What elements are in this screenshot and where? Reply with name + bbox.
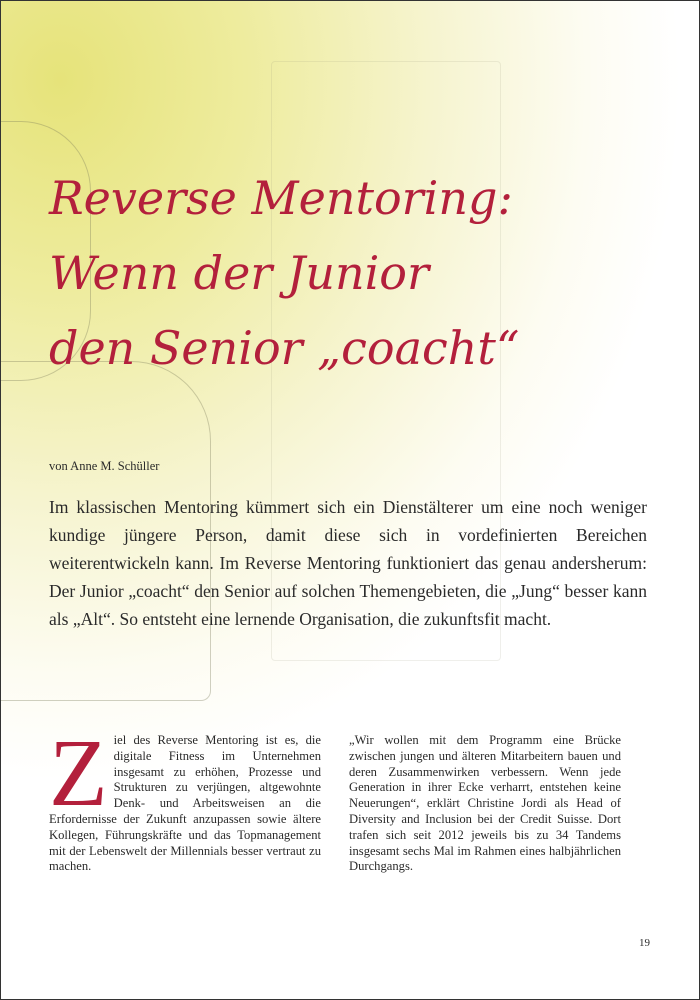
body-column-right: „Wir wollen mit dem Programm eine Brücke zwischen jungen und älteren Mitarbeitern bauen und deren Zusammenwirken verbessern. Wenn jede Generation in ihrer Ecke verharrt, entstehen keine Neuerungen“, erklärt Christine Jordi als Head of Diversity and Inclusion bei der Credit Suisse. Dort trafen sich seit 2012 jeweils bis zu 34 Tandems insgesamt sechs Mal im Rahmen eines halbjährlichen Durchgangs. [349, 733, 621, 874]
title-line: den Senior „coacht“ [49, 321, 520, 375]
page-number: 19 [639, 937, 650, 949]
title-line: Reverse Mentoring: [49, 171, 513, 225]
title-line: Wenn der Junior [49, 246, 429, 300]
body-text: iel des Reverse Mentoring ist es, die digitale Fitness im Unternehmen insgesamt zu erhöhen, Prozesse und Strukturen zu verjüngen, altgewohnte Denk- und Arbeitsweisen an die Erfordernisse der Zukunft anzupassen sowie ältere Kollegen, Führungskräfte und das Topmanagement mit der Lebenswelt der Millennials besser vertraut zu machen. [49, 733, 321, 874]
drop-cap: Z [49, 719, 108, 826]
article-title [49, 161, 669, 386]
lead-paragraph: Im klassischen Mentoring kümmert sich ein Dienstälterer um eine noch weniger kundige jüngere Person, damit diese sich in vordefinierten Bereichen weiterentwickeln kann. Im Reverse Mentoring funktioniert das genau andersherum: Der Junior „coacht“ den Senior auf solchen Themengebieten, die „Jung“ besser kann als „Alt“. So entsteht eine lernende Organisation, die zukunftsfit macht. [49, 497, 647, 629]
body-column-left [49, 719, 321, 875]
author-byline: von Anne M. Schüller [49, 459, 160, 473]
